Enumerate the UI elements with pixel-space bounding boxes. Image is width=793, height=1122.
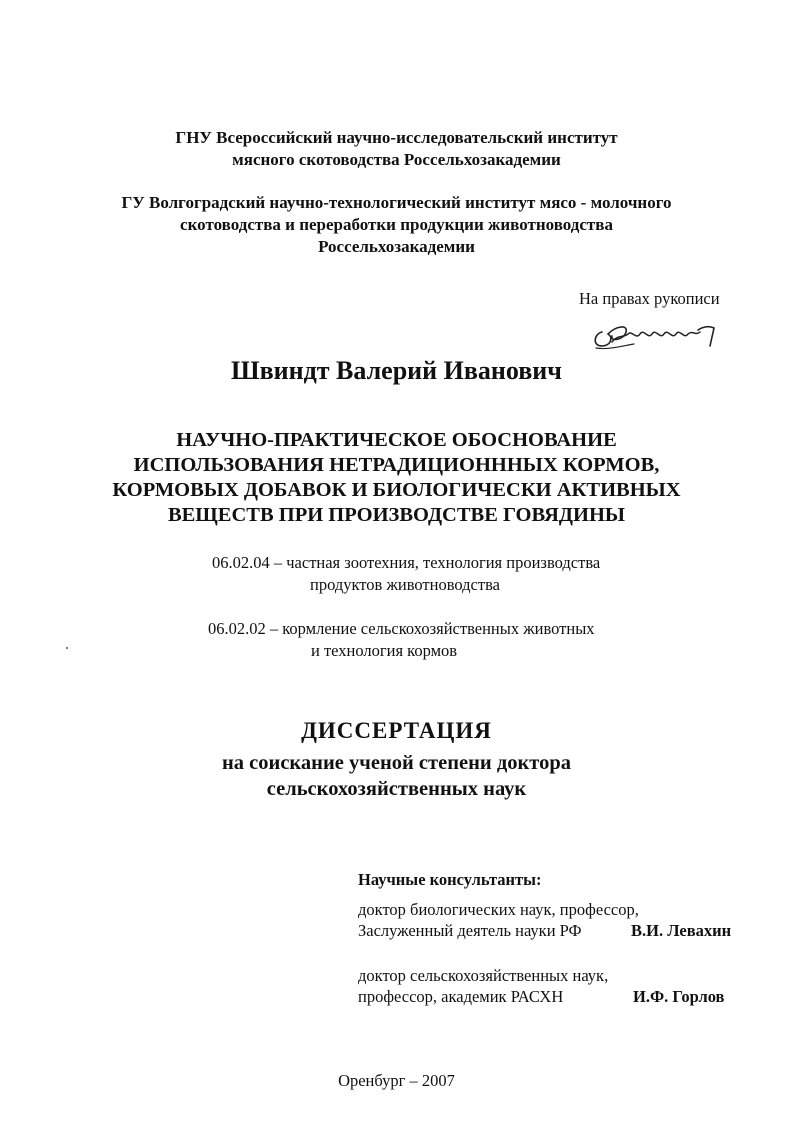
title-line-4: ВЕЩЕСТВ ПРИ ПРОИЗВОДСТВЕ ГОВЯДИНЫ	[167, 504, 626, 526]
consultant-1-line-2: Заслуженный деятель науки РФ	[358, 921, 582, 940]
document-type: ДИССЕРТАЦИЯ	[301, 718, 492, 743]
author-name: Швиндт Валерий Иванович	[231, 356, 562, 385]
consultant-2-line-1: доктор сельскохозяйственных наук,	[358, 966, 609, 985]
institution-1-line-1: ГНУ Всероссийский научно-исследовательский институт	[175, 128, 618, 147]
consultants-heading: Научные консультанты:	[358, 870, 542, 889]
institution-2-line-1: ГУ Волгоградский научно-технологический институт мясо - молочного	[121, 193, 672, 212]
consultant-2-line-2: профессор, академик РАСХН	[358, 987, 564, 1006]
specialty-1-line-1: 06.02.04 – частная зоотехния, технология производства	[212, 553, 601, 572]
city-year: Оренбург – 2007	[338, 1071, 455, 1090]
scan-speck	[66, 647, 68, 649]
degree-line-1: на соискание ученой степени доктора	[221, 752, 571, 774]
institution-2-line-3: Россельхозакадемии	[318, 237, 475, 256]
institution-2-line-2: скотоводства и переработки продукции животноводства	[180, 215, 613, 234]
consultant-1-name: В.И. Левахин	[631, 921, 732, 940]
signature-image	[588, 312, 738, 356]
title-line-2: ИСПОЛЬЗОВАНИЯ НЕТРАДИЦИОНННЫХ КОРМОВ,	[133, 454, 660, 476]
specialty-1-line-2: продуктов животноводства	[310, 575, 500, 594]
title-line-3: КОРМОВЫХ ДОБАВОК И БИОЛОГИЧЕСКИ АКТИВНЫХ	[112, 479, 681, 501]
institution-1-line-2: мясного скотоводства Россельхозакадемии	[232, 150, 561, 169]
consultant-2-name: И.Ф. Горлов	[633, 987, 725, 1006]
manuscript-note: На правах рукописи	[579, 289, 720, 308]
consultant-1-line-1: доктор биологических наук, профессор,	[358, 900, 639, 919]
title-line-1: НАУЧНО-ПРАКТИЧЕСКОЕ ОБОСНОВАНИЕ	[176, 429, 617, 451]
specialty-2-line-1: 06.02.02 – кормление сельскохозяйственных животных	[208, 619, 595, 638]
specialty-2-line-2: и технология кормов	[311, 641, 458, 660]
degree-line-2: сельскохозяйственных наук	[266, 778, 527, 800]
